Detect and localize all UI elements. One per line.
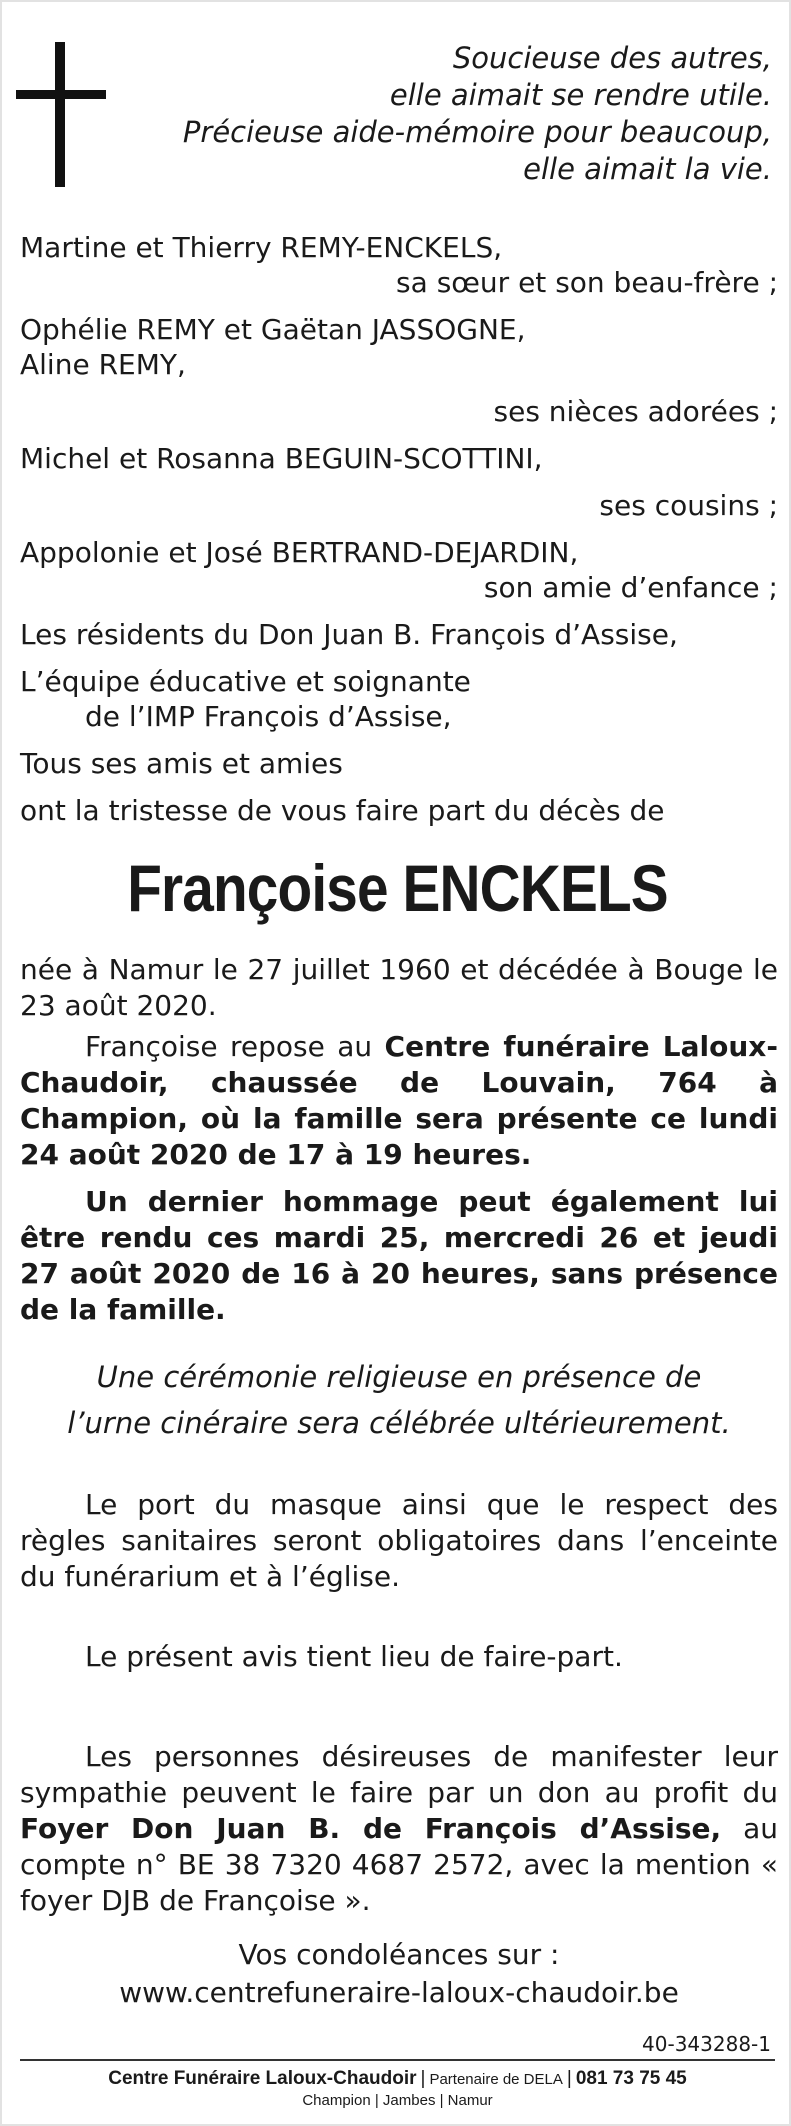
family-relation: sa sœur et son beau-frère ;: [396, 266, 778, 299]
family-relation: ses cousins ;: [599, 489, 778, 522]
poem: [132, 40, 772, 188]
birth-death-text: née à Namur le 27 juillet 1960 et décédée à Bouge le 23 août 2020.: [20, 953, 778, 1022]
hommage-paragraph: [20, 1184, 778, 1328]
family-member: L’équipe éducative et soignante: [20, 665, 471, 698]
footer-divider: [20, 2059, 775, 2061]
footer-phone: 081 73 75 45: [575, 2068, 687, 2089]
poem-line: Soucieuse des autres,: [452, 41, 772, 75]
sympathy-account: au compte n° BE 38 7320 4687 2572, avec la mention « foyer DJB de Françoise ».: [20, 1812, 779, 1917]
family-member: Martine et Thierry REMY-ENCKELS,: [20, 231, 503, 264]
condolences-url[interactable]: www.centrefuneraire-laloux-chaudoir.be: [119, 1976, 679, 2009]
footer-cities: Champion | Jambes | Namur: [302, 2092, 493, 2109]
family-member: Appolonie et José BERTRAND-DEJARDIN,: [20, 536, 579, 569]
poem-line: elle aimait la vie.: [523, 152, 772, 186]
mask-paragraph: Le port du masque ainsi que le respect des règles sanitaires seront obligatoires dans l’enceinte du funérarium et à l’église.: [20, 1488, 778, 1593]
family-relation: son amie d’enfance ;: [483, 571, 778, 604]
footer-partner: Partenaire de DELA: [429, 2071, 563, 2088]
ceremony-line: Une cérémonie religieuse en présence de: [96, 1360, 702, 1394]
deceased-name: Françoise ENCKELS: [127, 851, 668, 925]
family-member: Les résidents du Don Juan B. François d’Assise,: [20, 618, 678, 651]
family-member: de l’IMP François d’Assise,: [85, 700, 452, 733]
condolences-label: Vos condoléances sur :: [238, 1938, 560, 1971]
ceremony-notice: [20, 1354, 778, 1446]
footer-company: Centre Funéraire Laloux-Chaudoir: [108, 2068, 417, 2089]
sympathy-paragraph: [20, 1739, 778, 1919]
family-list: [20, 230, 778, 828]
footer-separator: |: [420, 2068, 426, 2089]
family-relation: ses nièces adorées ;: [493, 395, 778, 428]
condolences: [20, 1936, 778, 2012]
repose-paragraph: [20, 1029, 778, 1173]
footer: [20, 2068, 775, 2111]
family-member: Ophélie REMY et Gaëtan JASSOGNE,: [20, 313, 526, 346]
reference-number: 40-343288-1: [642, 2032, 771, 2056]
hommage-text: Un dernier hommage peut également lui être rendu ces mardi 25, mercredi 26 et jeudi 27 août 2020 de 16 à 20 heures, sans présence de la famille.: [20, 1185, 778, 1326]
sympathy-beneficiary: Foyer Don Juan B. de François d’Assise,: [20, 1812, 722, 1845]
cross-icon: [16, 42, 106, 187]
announcement-line: ont la tristesse de vous faire part du décès de: [20, 794, 665, 827]
ceremony-line: l’urne cinéraire sera célébrée ultérieurement.: [67, 1406, 731, 1440]
footer-separator: |: [566, 2068, 572, 2089]
poem-line: Précieuse aide-mémoire pour beaucoup,: [182, 115, 772, 149]
family-member: Michel et Rosanna BEGUIN-SCOTTINI,: [20, 442, 543, 475]
sympathy-intro: Les personnes désireuses de manifester leur sympathie peuvent le faire par un don au profit du: [20, 1740, 778, 1809]
poem-line: elle aimait se rendre utile.: [389, 78, 772, 112]
repose-intro: Françoise repose au: [85, 1030, 385, 1063]
family-member: Aline REMY,: [20, 348, 186, 381]
faire-part-text: Le présent avis tient lieu de faire-part.: [85, 1640, 623, 1673]
repose-location: Centre funéraire Laloux-Chaudoir, chaussée de Louvain, 764 à Champion, où la famille sera présente ce lundi 24 août 2020 de 17 à 19 heures.: [20, 1030, 778, 1171]
family-member: Tous ses amis et amies: [20, 747, 343, 780]
